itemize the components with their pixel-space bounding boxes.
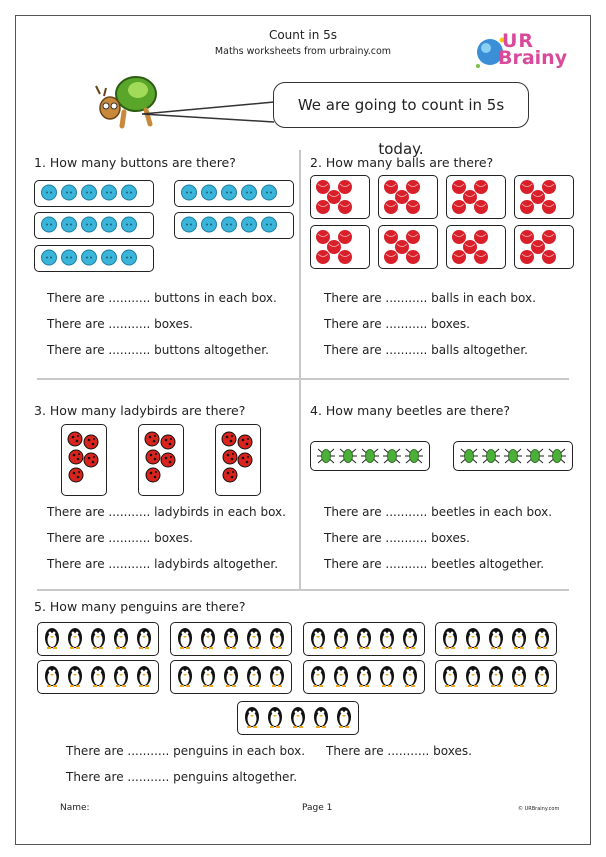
penguin-icon — [380, 666, 394, 686]
speech-pointer — [140, 100, 280, 130]
beetle-icon — [548, 449, 566, 463]
worksheet-title: Count in 5s — [268, 28, 338, 42]
penguin-icon — [68, 628, 82, 648]
penguin-icon — [466, 628, 480, 648]
penguin-icon — [443, 628, 457, 648]
ball-icon — [316, 250, 330, 264]
question-2: 2. How many balls are there? — [310, 155, 494, 170]
logo-ur-text: UR — [502, 30, 535, 52]
penguin-icon — [201, 666, 215, 686]
penguin-icon — [247, 628, 261, 648]
answer-line: There are ........... ladybirds altogether. — [47, 557, 279, 571]
ball-icon — [531, 240, 545, 254]
ladybird-icon — [84, 453, 98, 467]
penguin-icon — [224, 628, 238, 648]
button-box — [34, 245, 154, 272]
penguin-box — [435, 622, 557, 656]
ball-icon — [542, 180, 556, 194]
beetle-icon — [405, 449, 423, 463]
button-icon — [242, 185, 257, 200]
ladybird-box — [138, 424, 184, 496]
page-number: Page 1 — [302, 803, 333, 813]
ball-icon — [338, 180, 352, 194]
button-icon — [202, 217, 217, 232]
penguin-icon — [270, 666, 284, 686]
ball-icon — [316, 200, 330, 214]
ball-icon — [463, 190, 477, 204]
ladybird-box — [215, 424, 261, 496]
button-icon — [182, 217, 197, 232]
button-icon — [102, 185, 117, 200]
ball-icon — [406, 230, 420, 244]
button-icon — [262, 217, 277, 232]
penguin-icon — [45, 628, 59, 648]
question-3: 3. How many ladybirds are there? — [34, 403, 246, 418]
ball-box — [514, 175, 574, 219]
penguin-box — [303, 622, 425, 656]
penguin-icon — [334, 628, 348, 648]
penguin-icon — [311, 666, 325, 686]
ball-icon — [474, 180, 488, 194]
question-5: 5. How many penguins are there? — [34, 599, 246, 614]
answer-line: There are ........... buttons altogether. — [47, 343, 269, 357]
ladybird-icon — [69, 450, 83, 464]
ball-icon — [384, 230, 398, 244]
button-icon — [42, 185, 57, 200]
button-icon — [202, 185, 217, 200]
ball-box — [446, 225, 506, 269]
ball-icon — [531, 190, 545, 204]
ball-icon — [474, 230, 488, 244]
penguin-icon — [535, 666, 549, 686]
penguin-icon — [443, 666, 457, 686]
ball-icon — [316, 230, 330, 244]
penguin-icon — [291, 707, 305, 727]
penguin-icon — [178, 628, 192, 648]
penguin-icon — [357, 666, 371, 686]
ball-icon — [452, 250, 466, 264]
answer-line: There are ........... penguins in each box. — [66, 744, 306, 758]
ball-icon — [384, 250, 398, 264]
ball-icon — [395, 240, 409, 254]
ball-icon — [542, 200, 556, 214]
penguin-icon — [337, 707, 351, 727]
ladybird-icon — [161, 453, 175, 467]
ladybird-icon — [69, 468, 83, 482]
answer-line: There are ........... balls altogether. — [324, 343, 528, 357]
ball-icon — [338, 250, 352, 264]
button-icon — [122, 185, 137, 200]
penguin-icon — [245, 707, 259, 727]
ladybird-icon — [146, 468, 160, 482]
answer-line: There are ........... boxes. — [326, 744, 472, 758]
penguin-icon — [201, 628, 215, 648]
ball-icon — [452, 230, 466, 244]
beetle-icon — [317, 449, 335, 463]
beetle-icon — [504, 449, 522, 463]
button-icon — [82, 250, 97, 265]
button-icon — [182, 185, 197, 200]
penguin-icon — [311, 628, 325, 648]
penguin-icon — [403, 666, 417, 686]
speech-bubble: We are going to count in 5s today. — [273, 82, 529, 128]
penguin-icon — [314, 707, 328, 727]
button-icon — [122, 250, 137, 265]
section-divider — [37, 589, 569, 591]
answer-line: There are ........... boxes. — [324, 531, 470, 545]
penguin-icon — [489, 628, 503, 648]
ladybird-icon — [68, 432, 82, 446]
button-icon — [42, 217, 57, 232]
beetle-icon — [383, 449, 401, 463]
logo-brainy-text: Brainy — [498, 47, 568, 69]
answer-line: There are ........... boxes. — [324, 317, 470, 331]
penguin-icon — [68, 666, 82, 686]
ladybird-icon — [238, 435, 252, 449]
name-label: Name: — [60, 803, 90, 813]
ball-box — [446, 175, 506, 219]
penguin-icon — [114, 628, 128, 648]
ball-icon — [520, 180, 534, 194]
answer-line: There are ........... beetles altogether. — [324, 557, 545, 571]
worksheet-subtitle: Maths worksheets from urbrainy.com — [214, 46, 392, 57]
answer-line: There are ........... ladybirds in each box. — [47, 505, 286, 519]
penguin-icon — [380, 628, 394, 648]
answer-line: There are ........... boxes. — [47, 317, 193, 331]
ball-icon — [327, 240, 341, 254]
button-icon — [102, 217, 117, 232]
ball-icon — [384, 200, 398, 214]
button-icon — [62, 217, 77, 232]
ball-icon — [452, 200, 466, 214]
ball-icon — [463, 240, 477, 254]
penguin-icon — [466, 666, 480, 686]
penguin-box — [37, 622, 159, 656]
ladybird-icon — [146, 450, 160, 464]
ball-box — [378, 175, 438, 219]
ball-box — [378, 225, 438, 269]
beetle-icon — [526, 449, 544, 463]
ball-icon — [542, 230, 556, 244]
button-icon — [42, 250, 57, 265]
ball-icon — [327, 190, 341, 204]
urbrainy-logo — [470, 30, 570, 80]
button-icon — [222, 217, 237, 232]
ball-icon — [406, 200, 420, 214]
button-box — [174, 212, 294, 239]
ladybird-icon — [222, 432, 236, 446]
penguin-icon — [137, 628, 151, 648]
ladybird-icon — [84, 435, 98, 449]
answer-line: There are ........... balls in each box. — [324, 291, 536, 305]
ladybird-icon — [145, 432, 159, 446]
ladybird-icon — [223, 468, 237, 482]
button-icon — [82, 217, 97, 232]
button-icon — [82, 185, 97, 200]
beetle-icon — [361, 449, 379, 463]
ball-box — [514, 225, 574, 269]
penguin-icon — [268, 707, 282, 727]
button-icon — [262, 185, 277, 200]
copyright: © URBrainy.com — [518, 806, 560, 812]
ball-icon — [520, 200, 534, 214]
penguin-icon — [137, 666, 151, 686]
penguin-icon — [178, 666, 192, 686]
ball-icon — [520, 250, 534, 264]
answer-line: There are ........... beetles in each box. — [324, 505, 553, 519]
ball-icon — [542, 250, 556, 264]
penguin-icon — [224, 666, 238, 686]
button-icon — [62, 250, 77, 265]
ball-icon — [520, 230, 534, 244]
penguin-box — [170, 660, 292, 694]
penguin-box — [237, 701, 359, 735]
penguin-icon — [270, 628, 284, 648]
penguin-icon — [45, 666, 59, 686]
ball-icon — [395, 190, 409, 204]
penguin-icon — [357, 628, 371, 648]
button-box — [34, 212, 154, 239]
penguin-box — [37, 660, 159, 694]
ball-icon — [474, 250, 488, 264]
question-1: 1. How many buttons are there? — [34, 155, 236, 170]
penguin-icon — [403, 628, 417, 648]
penguin-icon — [114, 666, 128, 686]
button-icon — [222, 185, 237, 200]
penguin-icon — [512, 628, 526, 648]
penguin-icon — [535, 628, 549, 648]
ladybird-box — [61, 424, 107, 496]
penguin-box — [303, 660, 425, 694]
ball-icon — [338, 200, 352, 214]
button-box — [34, 180, 154, 207]
penguin-box — [435, 660, 557, 694]
ladybird-icon — [223, 450, 237, 464]
ladybird-icon — [161, 435, 175, 449]
question-4: 4. How many beetles are there? — [310, 403, 511, 418]
column-divider — [299, 150, 301, 590]
ball-box — [310, 225, 370, 269]
answer-line: There are ........... boxes. — [47, 531, 193, 545]
ball-icon — [406, 180, 420, 194]
penguin-icon — [91, 628, 105, 648]
penguin-box — [170, 622, 292, 656]
ball-icon — [452, 180, 466, 194]
ladybird-icon — [238, 453, 252, 467]
ball-icon — [384, 180, 398, 194]
penguin-icon — [489, 666, 503, 686]
beetle-icon — [482, 449, 500, 463]
penguin-icon — [247, 666, 261, 686]
ball-icon — [406, 250, 420, 264]
answer-line: There are ........... buttons in each box. — [47, 291, 277, 305]
beetle-box — [453, 441, 573, 471]
beetle-icon — [339, 449, 357, 463]
button-icon — [122, 217, 137, 232]
answer-line: There are ........... penguins altogether. — [66, 770, 298, 784]
ball-icon — [338, 230, 352, 244]
ball-icon — [316, 180, 330, 194]
button-icon — [102, 250, 117, 265]
button-icon — [62, 185, 77, 200]
beetle-box — [310, 441, 430, 471]
button-icon — [242, 217, 257, 232]
penguin-icon — [334, 666, 348, 686]
penguin-icon — [91, 666, 105, 686]
button-box — [174, 180, 294, 207]
penguin-icon — [512, 666, 526, 686]
ball-box — [310, 175, 370, 219]
ball-icon — [474, 200, 488, 214]
beetle-icon — [460, 449, 478, 463]
section-divider — [37, 378, 569, 380]
